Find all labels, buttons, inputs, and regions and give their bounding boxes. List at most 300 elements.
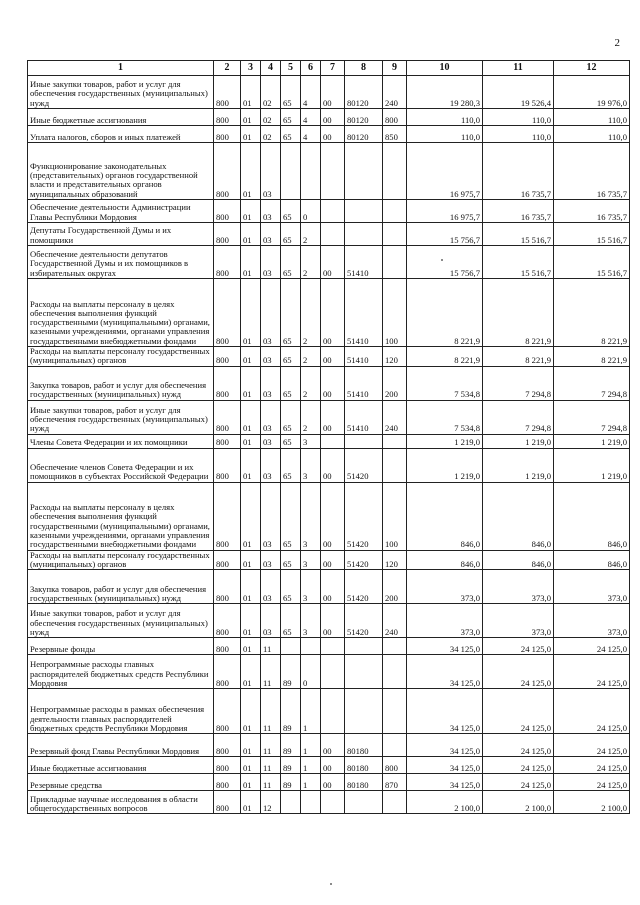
code-cell: 00 (321, 550, 345, 570)
row-name-cell: Непрограммные расходы в рамках обеспечения деятельности главных распорядителей бюджетных средств Республики Мордовия (28, 689, 214, 734)
amount-cell: 846,0 (483, 482, 554, 550)
code-cell: 89 (281, 757, 301, 774)
code-cell: 01 (241, 757, 261, 774)
code-cell (301, 143, 321, 200)
code-cell: 03 (261, 279, 281, 347)
code-cell (281, 143, 301, 200)
code-cell: 800 (383, 757, 407, 774)
row-name-cell: Обеспечение деятельности депутатов Государственной Думы и их помощников в избирательных округах (28, 246, 214, 279)
table-row (28, 223, 630, 246)
code-cell (345, 655, 383, 689)
code-cell: 800 (214, 604, 241, 638)
code-cell: 00 (321, 448, 345, 482)
amount-cell: 373,0 (483, 570, 554, 604)
amount-cell: 1 219,0 (483, 434, 554, 448)
amount-cell: 7 534,8 (407, 366, 483, 400)
code-cell: 800 (214, 126, 241, 143)
code-cell: 0 (301, 655, 321, 689)
code-cell (345, 689, 383, 734)
col-header: 10 (407, 61, 483, 76)
code-cell (321, 200, 345, 223)
code-cell: 51410 (345, 246, 383, 279)
row-name-cell: Обеспечение членов Совета Федерации и их помощников в субъектах Российской Федерации (28, 448, 214, 482)
amount-cell: 15 756,7 (407, 223, 483, 246)
code-cell (383, 223, 407, 246)
code-cell (321, 434, 345, 448)
row-name-cell: Резервные средства (28, 774, 214, 791)
col-header: 6 (301, 61, 321, 76)
row-name-cell: Члены Совета Федерации и их помощники (28, 434, 214, 448)
col-header: 7 (321, 61, 345, 76)
code-cell (321, 655, 345, 689)
code-cell: 800 (383, 109, 407, 126)
code-cell: 00 (321, 774, 345, 791)
code-cell (383, 200, 407, 223)
code-cell: 51410 (345, 347, 383, 367)
table-row (28, 200, 630, 223)
row-name-cell: Иные бюджетные ассигнования (28, 757, 214, 774)
code-cell: 51410 (345, 366, 383, 400)
code-cell: 800 (214, 143, 241, 200)
code-cell: 03 (261, 550, 281, 570)
code-cell: 120 (383, 347, 407, 367)
code-cell: 2 (301, 279, 321, 347)
code-cell: 03 (261, 366, 281, 400)
code-cell: 01 (241, 279, 261, 347)
code-cell: 2 (301, 347, 321, 367)
code-cell: 800 (214, 482, 241, 550)
row-name-cell: Иные закупки товаров, работ и услуг для обеспечения государственных (муниципальных) нужд (28, 76, 214, 109)
code-cell: 240 (383, 604, 407, 638)
code-cell (345, 434, 383, 448)
code-cell: 89 (281, 734, 301, 757)
amount-cell: 15 516,7 (554, 246, 630, 279)
amount-cell: 15 516,7 (483, 223, 554, 246)
table-row (28, 550, 630, 570)
code-cell: 01 (241, 550, 261, 570)
table-row (28, 126, 630, 143)
code-cell: 11 (261, 689, 281, 734)
code-cell: 800 (214, 570, 241, 604)
scan-speck (441, 259, 443, 261)
amount-cell: 16 735,7 (554, 143, 630, 200)
code-cell: 03 (261, 604, 281, 638)
code-cell: 00 (321, 400, 345, 434)
code-cell: 00 (321, 757, 345, 774)
code-cell (383, 655, 407, 689)
code-cell: 03 (261, 223, 281, 246)
code-cell (321, 689, 345, 734)
code-cell: 3 (301, 482, 321, 550)
amount-cell: 373,0 (554, 570, 630, 604)
amount-cell: 2 100,0 (554, 791, 630, 814)
amount-cell: 34 125,0 (407, 689, 483, 734)
code-cell: 00 (321, 366, 345, 400)
col-header: 12 (554, 61, 630, 76)
scan-speck (330, 883, 332, 885)
amount-cell: 1 219,0 (554, 434, 630, 448)
code-cell: 03 (261, 570, 281, 604)
table-row (28, 655, 630, 689)
code-cell: 65 (281, 366, 301, 400)
amount-cell: 24 125,0 (483, 638, 554, 655)
code-cell: 03 (261, 200, 281, 223)
code-cell: 01 (241, 143, 261, 200)
amount-cell: 846,0 (554, 482, 630, 550)
page-number: 2 (614, 37, 620, 49)
amount-cell: 1 219,0 (483, 448, 554, 482)
amount-cell: 8 221,9 (554, 347, 630, 367)
code-cell: 01 (241, 791, 261, 814)
code-cell: 00 (321, 109, 345, 126)
code-cell: 51420 (345, 448, 383, 482)
amount-cell: 7 294,8 (483, 366, 554, 400)
code-cell: 02 (261, 109, 281, 126)
code-cell: 03 (261, 434, 281, 448)
amount-cell: 846,0 (483, 550, 554, 570)
row-name-cell: Расходы на выплаты персоналу государственных (муниципальных) органов (28, 550, 214, 570)
table-row (28, 400, 630, 434)
amount-cell: 846,0 (407, 482, 483, 550)
col-header: 9 (383, 61, 407, 76)
code-cell: 03 (261, 448, 281, 482)
row-name-cell: Прикладные научные исследования в области общегосударственных вопросов (28, 791, 214, 814)
code-cell: 80120 (345, 109, 383, 126)
amount-cell: 2 100,0 (483, 791, 554, 814)
code-cell: 65 (281, 400, 301, 434)
amount-cell: 110,0 (483, 126, 554, 143)
code-cell: 4 (301, 76, 321, 109)
row-name-cell: Закупка товаров, работ и услуг для обеспечения государственных (муниципальных) нужд (28, 570, 214, 604)
code-cell: 800 (214, 200, 241, 223)
code-cell: 01 (241, 448, 261, 482)
code-cell (345, 223, 383, 246)
code-cell: 800 (214, 550, 241, 570)
code-cell: 80180 (345, 757, 383, 774)
code-cell: 65 (281, 434, 301, 448)
amount-cell: 19 526,4 (483, 76, 554, 109)
code-cell (383, 246, 407, 279)
code-cell (383, 689, 407, 734)
amount-cell: 110,0 (554, 109, 630, 126)
amount-cell: 1 219,0 (407, 434, 483, 448)
code-cell (281, 791, 301, 814)
code-cell: 800 (214, 223, 241, 246)
code-cell: 01 (241, 246, 261, 279)
table-row (28, 366, 630, 400)
code-cell: 01 (241, 774, 261, 791)
amount-cell: 7 294,8 (483, 400, 554, 434)
code-cell: 65 (281, 126, 301, 143)
code-cell: 65 (281, 347, 301, 367)
code-cell: 01 (241, 655, 261, 689)
amount-cell: 24 125,0 (554, 774, 630, 791)
row-name-cell: Резервные фонды (28, 638, 214, 655)
amount-cell: 24 125,0 (483, 655, 554, 689)
amount-cell: 8 221,9 (483, 347, 554, 367)
amount-cell: 846,0 (554, 550, 630, 570)
code-cell: 80120 (345, 126, 383, 143)
code-cell: 01 (241, 689, 261, 734)
code-cell: 800 (214, 434, 241, 448)
row-name-cell: Иные закупки товаров, работ и услуг для обеспечения государственных (муниципальных) нужд (28, 400, 214, 434)
code-cell: 51420 (345, 604, 383, 638)
code-cell: 51420 (345, 570, 383, 604)
code-cell: 03 (261, 143, 281, 200)
code-cell: 3 (301, 550, 321, 570)
code-cell: 850 (383, 126, 407, 143)
code-cell: 11 (261, 757, 281, 774)
amount-cell: 373,0 (554, 604, 630, 638)
code-cell: 03 (261, 482, 281, 550)
table-row (28, 774, 630, 791)
code-cell: 65 (281, 109, 301, 126)
col-header: 11 (483, 61, 554, 76)
code-cell: 800 (214, 109, 241, 126)
code-cell: 12 (261, 791, 281, 814)
amount-cell: 110,0 (407, 109, 483, 126)
amount-cell: 1 219,0 (407, 448, 483, 482)
code-cell: 800 (214, 366, 241, 400)
code-cell: 200 (383, 570, 407, 604)
code-cell: 3 (301, 448, 321, 482)
amount-cell: 373,0 (407, 570, 483, 604)
table-row (28, 76, 630, 109)
code-cell: 00 (321, 347, 345, 367)
code-cell (345, 143, 383, 200)
table-row (28, 279, 630, 347)
amount-cell: 19 280,3 (407, 76, 483, 109)
code-cell: 65 (281, 550, 301, 570)
code-cell (383, 448, 407, 482)
code-cell: 65 (281, 604, 301, 638)
amount-cell: 34 125,0 (407, 734, 483, 757)
row-name-cell: Резервный фонд Главы Республики Мордовия (28, 734, 214, 757)
code-cell: 120 (383, 550, 407, 570)
amount-cell: 7 294,8 (554, 366, 630, 400)
code-cell: 3 (301, 434, 321, 448)
table-row (28, 448, 630, 482)
code-cell: 800 (214, 246, 241, 279)
code-cell: 00 (321, 126, 345, 143)
table-row (28, 734, 630, 757)
code-cell: 800 (214, 76, 241, 109)
row-name-cell: Обеспечение деятельности Администрации Главы Республики Мордовия (28, 200, 214, 223)
amount-cell: 24 125,0 (554, 638, 630, 655)
amount-cell: 34 125,0 (407, 757, 483, 774)
code-cell: 00 (321, 76, 345, 109)
code-cell: 65 (281, 482, 301, 550)
code-cell (301, 791, 321, 814)
code-cell: 11 (261, 774, 281, 791)
row-name-cell: Расходы на выплаты персоналу государственных (муниципальных) органов (28, 347, 214, 367)
code-cell (383, 734, 407, 757)
table-row (28, 434, 630, 448)
amount-cell: 16 735,7 (554, 200, 630, 223)
code-cell: 800 (214, 757, 241, 774)
amount-cell: 15 756,7 (407, 246, 483, 279)
code-cell: 800 (214, 689, 241, 734)
amount-cell: 8 221,9 (554, 279, 630, 347)
code-cell: 03 (261, 246, 281, 279)
code-cell (321, 638, 345, 655)
amount-cell: 7 294,8 (554, 400, 630, 434)
row-name-cell: Закупка товаров, работ и услуг для обеспечения государственных (муниципальных) нужд (28, 366, 214, 400)
amount-cell: 15 516,7 (554, 223, 630, 246)
code-cell: 01 (241, 638, 261, 655)
code-cell: 01 (241, 109, 261, 126)
code-cell: 1 (301, 774, 321, 791)
code-cell: 1 (301, 734, 321, 757)
table-row (28, 689, 630, 734)
amount-cell: 24 125,0 (483, 734, 554, 757)
code-cell: 89 (281, 689, 301, 734)
code-cell: 03 (261, 347, 281, 367)
code-cell: 800 (214, 774, 241, 791)
amount-cell: 16 735,7 (483, 200, 554, 223)
code-cell (383, 791, 407, 814)
code-cell: 3 (301, 604, 321, 638)
amount-cell: 19 976,0 (554, 76, 630, 109)
amount-cell: 2 100,0 (407, 791, 483, 814)
code-cell: 01 (241, 76, 261, 109)
code-cell: 1 (301, 689, 321, 734)
code-cell (281, 638, 301, 655)
code-cell: 11 (261, 655, 281, 689)
amount-cell: 24 125,0 (554, 734, 630, 757)
table-row (28, 347, 630, 367)
code-cell: 00 (321, 734, 345, 757)
amount-cell: 16 735,7 (483, 143, 554, 200)
code-cell: 2 (301, 223, 321, 246)
code-cell: 51410 (345, 279, 383, 347)
amount-cell: 8 221,9 (407, 279, 483, 347)
code-cell: 03 (261, 400, 281, 434)
amount-cell: 846,0 (407, 550, 483, 570)
amount-cell: 24 125,0 (554, 689, 630, 734)
code-cell: 65 (281, 223, 301, 246)
col-header: 1 (28, 61, 214, 76)
table-row (28, 638, 630, 655)
code-cell: 100 (383, 482, 407, 550)
amount-cell: 373,0 (483, 604, 554, 638)
code-cell: 02 (261, 126, 281, 143)
code-cell: 65 (281, 76, 301, 109)
code-cell: 00 (321, 279, 345, 347)
table-row (28, 246, 630, 279)
code-cell: 2 (301, 246, 321, 279)
code-cell: 800 (214, 347, 241, 367)
amount-cell: 24 125,0 (483, 774, 554, 791)
code-cell: 100 (383, 279, 407, 347)
code-cell (345, 638, 383, 655)
amount-cell: 15 516,7 (483, 246, 554, 279)
code-cell: 01 (241, 366, 261, 400)
table-row (28, 604, 630, 638)
code-cell: 1 (301, 757, 321, 774)
amount-cell: 16 975,7 (407, 200, 483, 223)
code-cell: 51420 (345, 550, 383, 570)
code-cell: 01 (241, 604, 261, 638)
code-cell: 80180 (345, 774, 383, 791)
row-name-cell: Расходы на выплаты персоналу в целях обеспечения выполнения функций государственными (муниципальными) органами, казенными учреждениями, органами управления государственными внебюджетными фондами (28, 279, 214, 347)
code-cell (383, 143, 407, 200)
row-name-cell: Уплата налогов, сборов и иных платежей (28, 126, 214, 143)
row-name-cell: Непрограммные расходы главных распорядителей бюджетных средств Республики Мордовия (28, 655, 214, 689)
code-cell: 00 (321, 604, 345, 638)
table-row (28, 757, 630, 774)
code-cell: 00 (321, 482, 345, 550)
table-row (28, 143, 630, 200)
row-name-cell: Функционирование законодательных (представительных) органов государственной власти и представительных органов муниципальных образований (28, 143, 214, 200)
code-cell: 11 (261, 638, 281, 655)
row-name-cell: Расходы на выплаты персоналу в целях обеспечения выполнения функций государственными (муниципальными) органами, казенными учреждениями, органами управления государственными внебюджетными фондами (28, 482, 214, 550)
amount-cell: 7 534,8 (407, 400, 483, 434)
amount-cell: 34 125,0 (407, 638, 483, 655)
code-cell: 65 (281, 246, 301, 279)
amount-cell: 24 125,0 (483, 757, 554, 774)
table-row (28, 570, 630, 604)
code-cell: 00 (321, 246, 345, 279)
code-cell: 800 (214, 655, 241, 689)
code-cell (383, 638, 407, 655)
code-cell: 800 (214, 638, 241, 655)
code-cell: 00 (321, 570, 345, 604)
code-cell: 80180 (345, 734, 383, 757)
code-cell (345, 200, 383, 223)
code-cell: 240 (383, 76, 407, 109)
code-cell: 800 (214, 448, 241, 482)
header-row (28, 61, 630, 76)
code-cell (321, 223, 345, 246)
amount-cell: 24 125,0 (554, 655, 630, 689)
code-cell: 01 (241, 126, 261, 143)
code-cell: 11 (261, 734, 281, 757)
code-cell: 870 (383, 774, 407, 791)
code-cell: 01 (241, 400, 261, 434)
code-cell: 4 (301, 109, 321, 126)
code-cell: 80120 (345, 76, 383, 109)
amount-cell: 373,0 (407, 604, 483, 638)
amount-cell: 24 125,0 (483, 689, 554, 734)
code-cell: 3 (301, 570, 321, 604)
row-name-cell: Иные закупки товаров, работ и услуг для обеспечения государственных (муниципальных) нужд (28, 604, 214, 638)
amount-cell: 110,0 (407, 126, 483, 143)
col-header: 8 (345, 61, 383, 76)
code-cell: 4 (301, 126, 321, 143)
code-cell: 51420 (345, 482, 383, 550)
code-cell (301, 638, 321, 655)
code-cell: 89 (281, 655, 301, 689)
code-cell: 2 (301, 400, 321, 434)
amount-cell: 110,0 (554, 126, 630, 143)
amount-cell: 8 221,9 (407, 347, 483, 367)
table-row (28, 482, 630, 550)
table-row (28, 109, 630, 126)
code-cell: 2 (301, 366, 321, 400)
amount-cell: 16 975,7 (407, 143, 483, 200)
row-name-cell: Иные бюджетные ассигнования (28, 109, 214, 126)
code-cell: 01 (241, 734, 261, 757)
code-cell: 65 (281, 448, 301, 482)
code-cell: 800 (214, 400, 241, 434)
row-name-cell: Депутаты Государственной Думы и их помощники (28, 223, 214, 246)
code-cell: 01 (241, 570, 261, 604)
col-header: 5 (281, 61, 301, 76)
col-header: 4 (261, 61, 281, 76)
code-cell: 200 (383, 366, 407, 400)
col-header: 3 (241, 61, 261, 76)
